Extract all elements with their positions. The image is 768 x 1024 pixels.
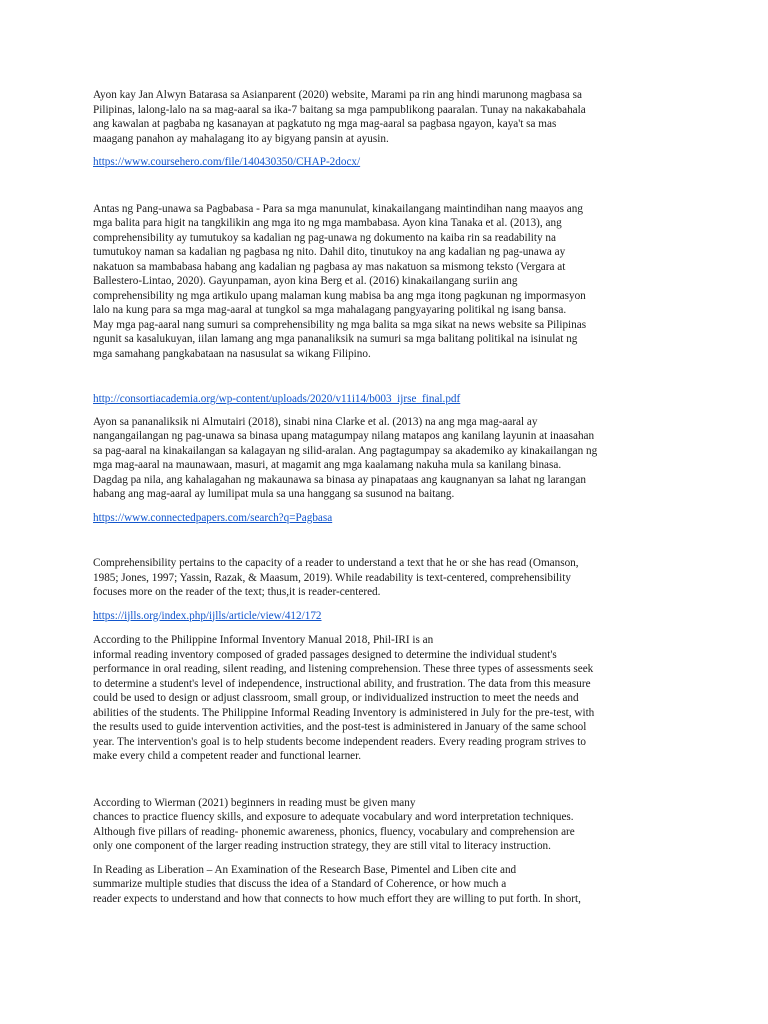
text-line: tumutukoy naman sa kadalian ng pagbasa ng nito. Dahil dito, tinutukoy na ang kadalian ng pag-unawa ay [93, 246, 566, 258]
text-line: Dagdag pa nila, ang kahalagahan ng makaunawa sa binasa ay pinapataas ang kaugnanyan sa lahat ng larangan [93, 473, 586, 486]
text-line: mga samahang pangkabataan na nasusulat sa wikang Filipino. [93, 347, 371, 360]
consortiacademia-link[interactable]: http://consortiacademia.org/wp-content/uploads/2020/v11i14/b003_ijrse_final.pdf [93, 393, 461, 405]
text-line: the results used to guide intervention activities, and the post-test is administered in January of the same school [93, 721, 587, 733]
text-line: According to Wierman (2021) beginners in reading must be given many [93, 796, 416, 809]
text-line: reader expects to understand and how that connects to how much effort they are willing to put forth. In short, [93, 892, 581, 905]
text-line: Although five pillars of reading- phonemic awareness, phonics, fluency, vocabulary and comprehension are [93, 825, 575, 838]
text-line: comprehensibility ay tumutukoy sa kadalian ng pag-unawa ng dokumento na kaiba rin sa readability na [93, 231, 556, 244]
text-line: In Reading as Liberation – An Examination of the Research Base, Pimentel and Liben cite and [93, 863, 517, 876]
text-line: According to the Philippine Informal Inventory Manual 2018, Phil-IRI is an [93, 634, 434, 646]
text-line: nangangailangan ng pag-unawa sa binasa upang matagumpay nilang matapos ang kanilang layunin at inaasahan [93, 430, 595, 442]
text-line: Ayon kay Jan Alwyn Batarasa sa Asianparent (2020) website, Marami pa rin ang hindi marunong magbasa sa [93, 89, 582, 101]
text-line: Ballestero-Lintao, 2020). Gayunpaman, ayon kina Berg et al. (2016) kinakailangang suriin ang [93, 275, 518, 287]
coursehero-link[interactable]: https://www.coursehero.com/file/140430350/CHAP-2docx/ [93, 156, 361, 168]
text-line: to determine a student's level of independence, instructional ability, and frustration. The data from this measure [93, 677, 591, 690]
paragraph-batarasa [93, 88, 656, 146]
paragraph-phil-iri [93, 633, 656, 764]
ijlls-link[interactable]: https://ijlls.org/index.php/ijlls/article/view/412/172 [93, 609, 322, 622]
text-line: mga mag-aaral na maunawaan, masuri, at magamit ang mga kaalamang nakuha mula sa kanilang binasa. [93, 459, 562, 471]
paragraph-almutairi [93, 415, 656, 502]
text-line: Comprehensibility pertains to the capacity of a reader to understand a text that he or she has read (Omanson, [93, 557, 579, 569]
paragraph-antas [93, 202, 656, 362]
text-line: only one component of the larger reading instruction strategy, they are still vital to literacy instruction. [93, 840, 551, 852]
text-line: comprehensibility ng mga artikulo upang malaman kung mabisa ba ang mga itong pagkunan ng impormasyon [93, 289, 586, 302]
text-line: focuses more on the reader of the text; thus,it is reader-centered. [93, 586, 381, 598]
text-line: maagang panahon ay mahalagang ito ay bigyang pansin at ayusin. [93, 132, 389, 145]
text-line: mga balita para higit na tangkilikin ang mga ito ng mga mambabasa. Ayon kina Tanaka et al. (2013), ang [93, 217, 562, 229]
text-line: 1985; Jones, 1997; Yassin, Razak, & Maasum, 2019). While readability is text-centered, comprehensibility [93, 571, 571, 584]
text-line: May mga pag-aaral nang sumuri sa comprehensibility ng mga balita sa mga sikat na news website sa Pilipinas [93, 318, 587, 331]
text-line: nakatuon sa mambabasa habang ang kadalian ng pagbasa ay mas nakatuon sa mismong teksto (Vergara at [93, 260, 566, 273]
text-line: lalo na kung para sa mga mag-aaral at tungkol sa mga mahalagang pangyayaring politikal ng isang bansa. [93, 304, 567, 316]
text-line: chances to practice fluency skills, and exposure to adequate vocabulary and word interpretation techniques. [93, 811, 574, 823]
text-line: ang kawalan at pagbaba ng kasanayan at pagkatuto ng mga mag-aaral sa pagbasa ngayon, kaya't sa mas [93, 118, 557, 130]
text-line: could be used to design or adjust classroom, small group, or individualized instruction to meet the needs and [93, 692, 579, 704]
connectedpapers-link[interactable]: https://www.connectedpapers.com/search?q=Pagbasa [93, 511, 333, 524]
text-line: sa pag-aaral na kinakailangan sa kalagayan ng silid-aralan. Ang pagtagumpay sa akademiko ay kinakailangan ng [93, 444, 598, 457]
text-line: abilities of the students. The Philippine Informal Reading Inventory is administered in July for the pre-test, with [93, 706, 595, 719]
text-line: Ayon sa pananaliksik ni Almutairi (2018), sinabi nina Clarke et al. (2013) na ang mga mag-aaral ay [93, 415, 538, 428]
text-line: performance in oral reading, silent reading, and listening comprehension. These three types of assessments seek [93, 663, 594, 675]
paragraph-comprehensibility [93, 556, 656, 600]
text-line: make every child a competent reader and functional learner. [93, 750, 362, 762]
paragraph-wierman [93, 796, 656, 854]
text-line: Pilipinas, lalong-lalo na sa mag-aaral sa ika-7 baitang sa mga pampublikong paaralan. Tunay na nakakabahala [93, 103, 586, 116]
text-line: year. The intervention's goal is to help students become independent readers. Every reading program strives to [93, 735, 586, 748]
text-line: summarize multiple studies that discuss the idea of a Standard of Coherence, or how much a [93, 878, 507, 890]
text-line: Antas ng Pang-unawa sa Pagbabasa - Para sa mga manunulat, kinakailangang maintindihan nang maayos ang [93, 202, 583, 215]
text-line: informal reading inventory composed of graded passages designed to determine the individual student's [93, 648, 557, 661]
paragraph-reading-liberation [93, 863, 656, 907]
text-line: ngunit sa kasalukuyan, iilan lamang ang mga pananaliksik na sumuri sa mga balitang politikal na isinulat ng [93, 333, 578, 345]
text-line: habang ang mag-aaral ay lumilipat mula sa una hanggang sa susunod na baitang. [93, 488, 455, 500]
